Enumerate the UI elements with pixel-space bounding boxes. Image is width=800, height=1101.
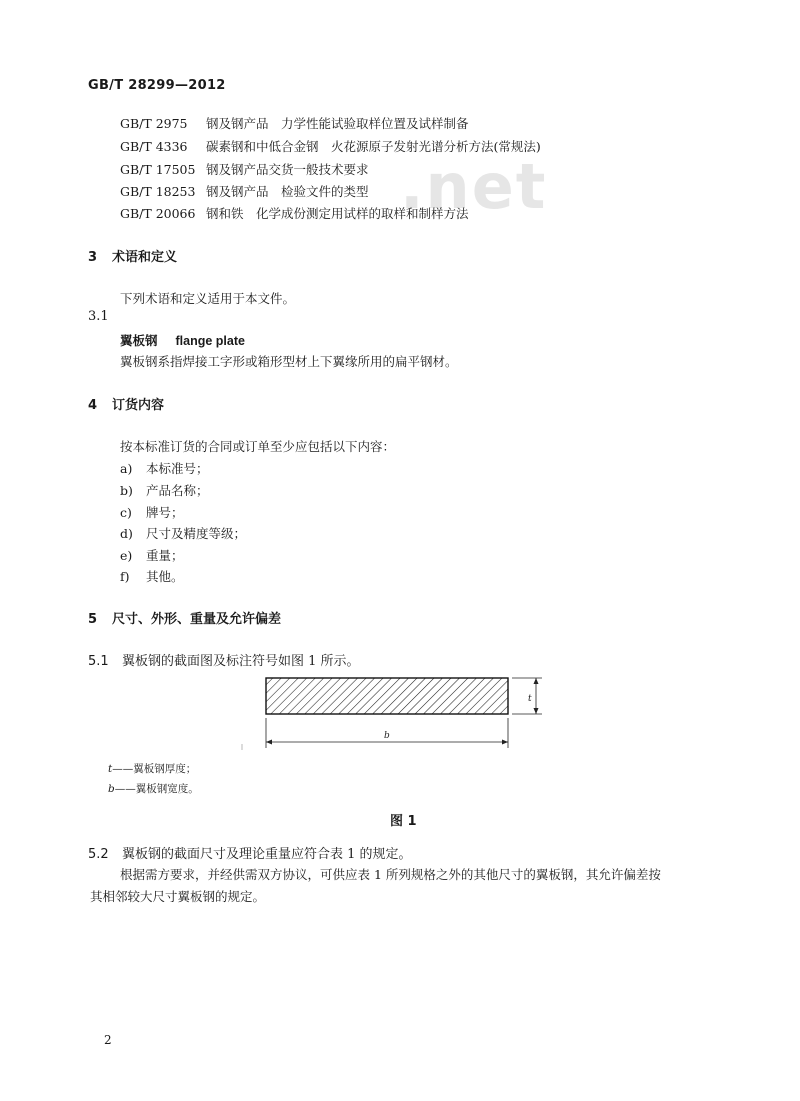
plate-cross-section [266, 678, 508, 714]
section-number: 5 [88, 612, 98, 627]
list-text: 重量； [146, 548, 184, 563]
clause-text: 翼板钢的截面尺寸及理论重量应符合表 1 的规定。 [122, 847, 412, 862]
clause-5-2 [88, 843, 412, 862]
arrow-head [502, 740, 508, 745]
section-number: 3 [88, 250, 98, 265]
list-item [120, 524, 246, 542]
section-title: 订货内容 [112, 398, 165, 413]
cross-section-figure [236, 672, 556, 752]
arrow-head [534, 678, 539, 684]
legend-text: ——翼板钢宽度。 [114, 783, 199, 795]
reference-title: 碳素钢和中低合金钢 火花源原子发射光谱分析方法(常规法) [206, 139, 541, 154]
list-label: c) [120, 505, 132, 520]
section3-intro: 下列术语和定义适用于本文件。 [120, 291, 296, 306]
figure-legend-item [108, 761, 196, 776]
figure-caption: 图 1 [390, 814, 417, 829]
list-item [120, 567, 184, 585]
page-number: 2 [104, 1033, 112, 1047]
dimension-label-b: b [384, 731, 390, 741]
arrow-head [534, 708, 539, 714]
clause-5-1 [88, 650, 360, 669]
paragraph-line: 其相邻较大尺寸翼板钢的规定。 [90, 889, 266, 904]
list-text: 牌号； [146, 505, 184, 520]
reference-code: GB/T 20066 [120, 206, 196, 221]
list-item [120, 503, 184, 521]
list-label: d) [120, 526, 133, 541]
reference-item [120, 137, 541, 155]
section-number: 4 [88, 398, 98, 413]
reference-code: GB/T 2975 [120, 116, 188, 131]
reference-item [120, 182, 369, 200]
list-label: b) [120, 483, 133, 498]
reference-code: GB/T 17505 [120, 162, 196, 177]
list-text: 尺寸及精度等级； [146, 526, 247, 541]
reference-title: 钢及钢产品交货一般技术要求 [206, 162, 369, 177]
term-chinese: 翼板钢 [120, 333, 158, 348]
clause-number: 5.2 [88, 847, 109, 862]
reference-code: GB/T 4336 [120, 139, 188, 154]
term-english: flange plate [175, 334, 245, 348]
reference-title: 钢和铁 化学成份测定用试样的取样和制样方法 [206, 206, 469, 221]
list-text: 本标准号； [146, 461, 209, 476]
dimension-label-t: t [528, 694, 532, 704]
list-text: 其他。 [146, 569, 184, 584]
term-definition: 翼板钢系指焊接工字形或箱形型材上下翼缘所用的扁平钢材。 [120, 354, 458, 369]
reference-title: 钢及钢产品 检验文件的类型 [206, 184, 369, 199]
section-heading-3 [88, 246, 177, 265]
reference-code: GB/T 18253 [120, 184, 196, 199]
section4-intro: 按本标准订货的合同或订单至少应包括以下内容： [120, 439, 396, 454]
clause-number: 5.1 [88, 654, 109, 669]
reference-title: 钢及钢产品 力学性能试验取样位置及试样制备 [206, 116, 469, 131]
list-text: 产品名称； [146, 483, 209, 498]
reference-item [120, 204, 469, 222]
clause-number-3-1: 3.1 [88, 309, 109, 324]
section-heading-4 [88, 394, 164, 413]
section-title: 尺寸、外形、重量及允许偏差 [112, 612, 282, 627]
watermark: .net [400, 150, 548, 223]
term-entry [120, 331, 245, 349]
legend-symbol: b [108, 783, 115, 795]
figure-legend-item [108, 781, 199, 796]
list-label: a) [120, 461, 133, 476]
list-label: e) [120, 548, 133, 563]
clause-text: 翼板钢的截面图及标注符号如图 1 所示。 [122, 654, 360, 669]
list-item [120, 459, 209, 477]
section-title: 术语和定义 [112, 250, 178, 265]
legend-text: ——翼板钢厚度； [112, 763, 197, 775]
section-heading-5 [88, 608, 281, 627]
reference-item [120, 114, 469, 132]
paragraph-line: 根据需方要求，并经供需双方协议，可供应表 1 所列规格之外的其他尺寸的翼板钢，其允许偏差按 [120, 867, 661, 882]
list-label: f) [120, 569, 130, 584]
list-item [120, 481, 209, 499]
document-id-header: GB/T 28299—2012 [88, 78, 226, 93]
legend-symbol: t [108, 763, 113, 775]
list-item [120, 546, 184, 564]
reference-item [120, 160, 369, 178]
arrow-head [266, 740, 272, 745]
